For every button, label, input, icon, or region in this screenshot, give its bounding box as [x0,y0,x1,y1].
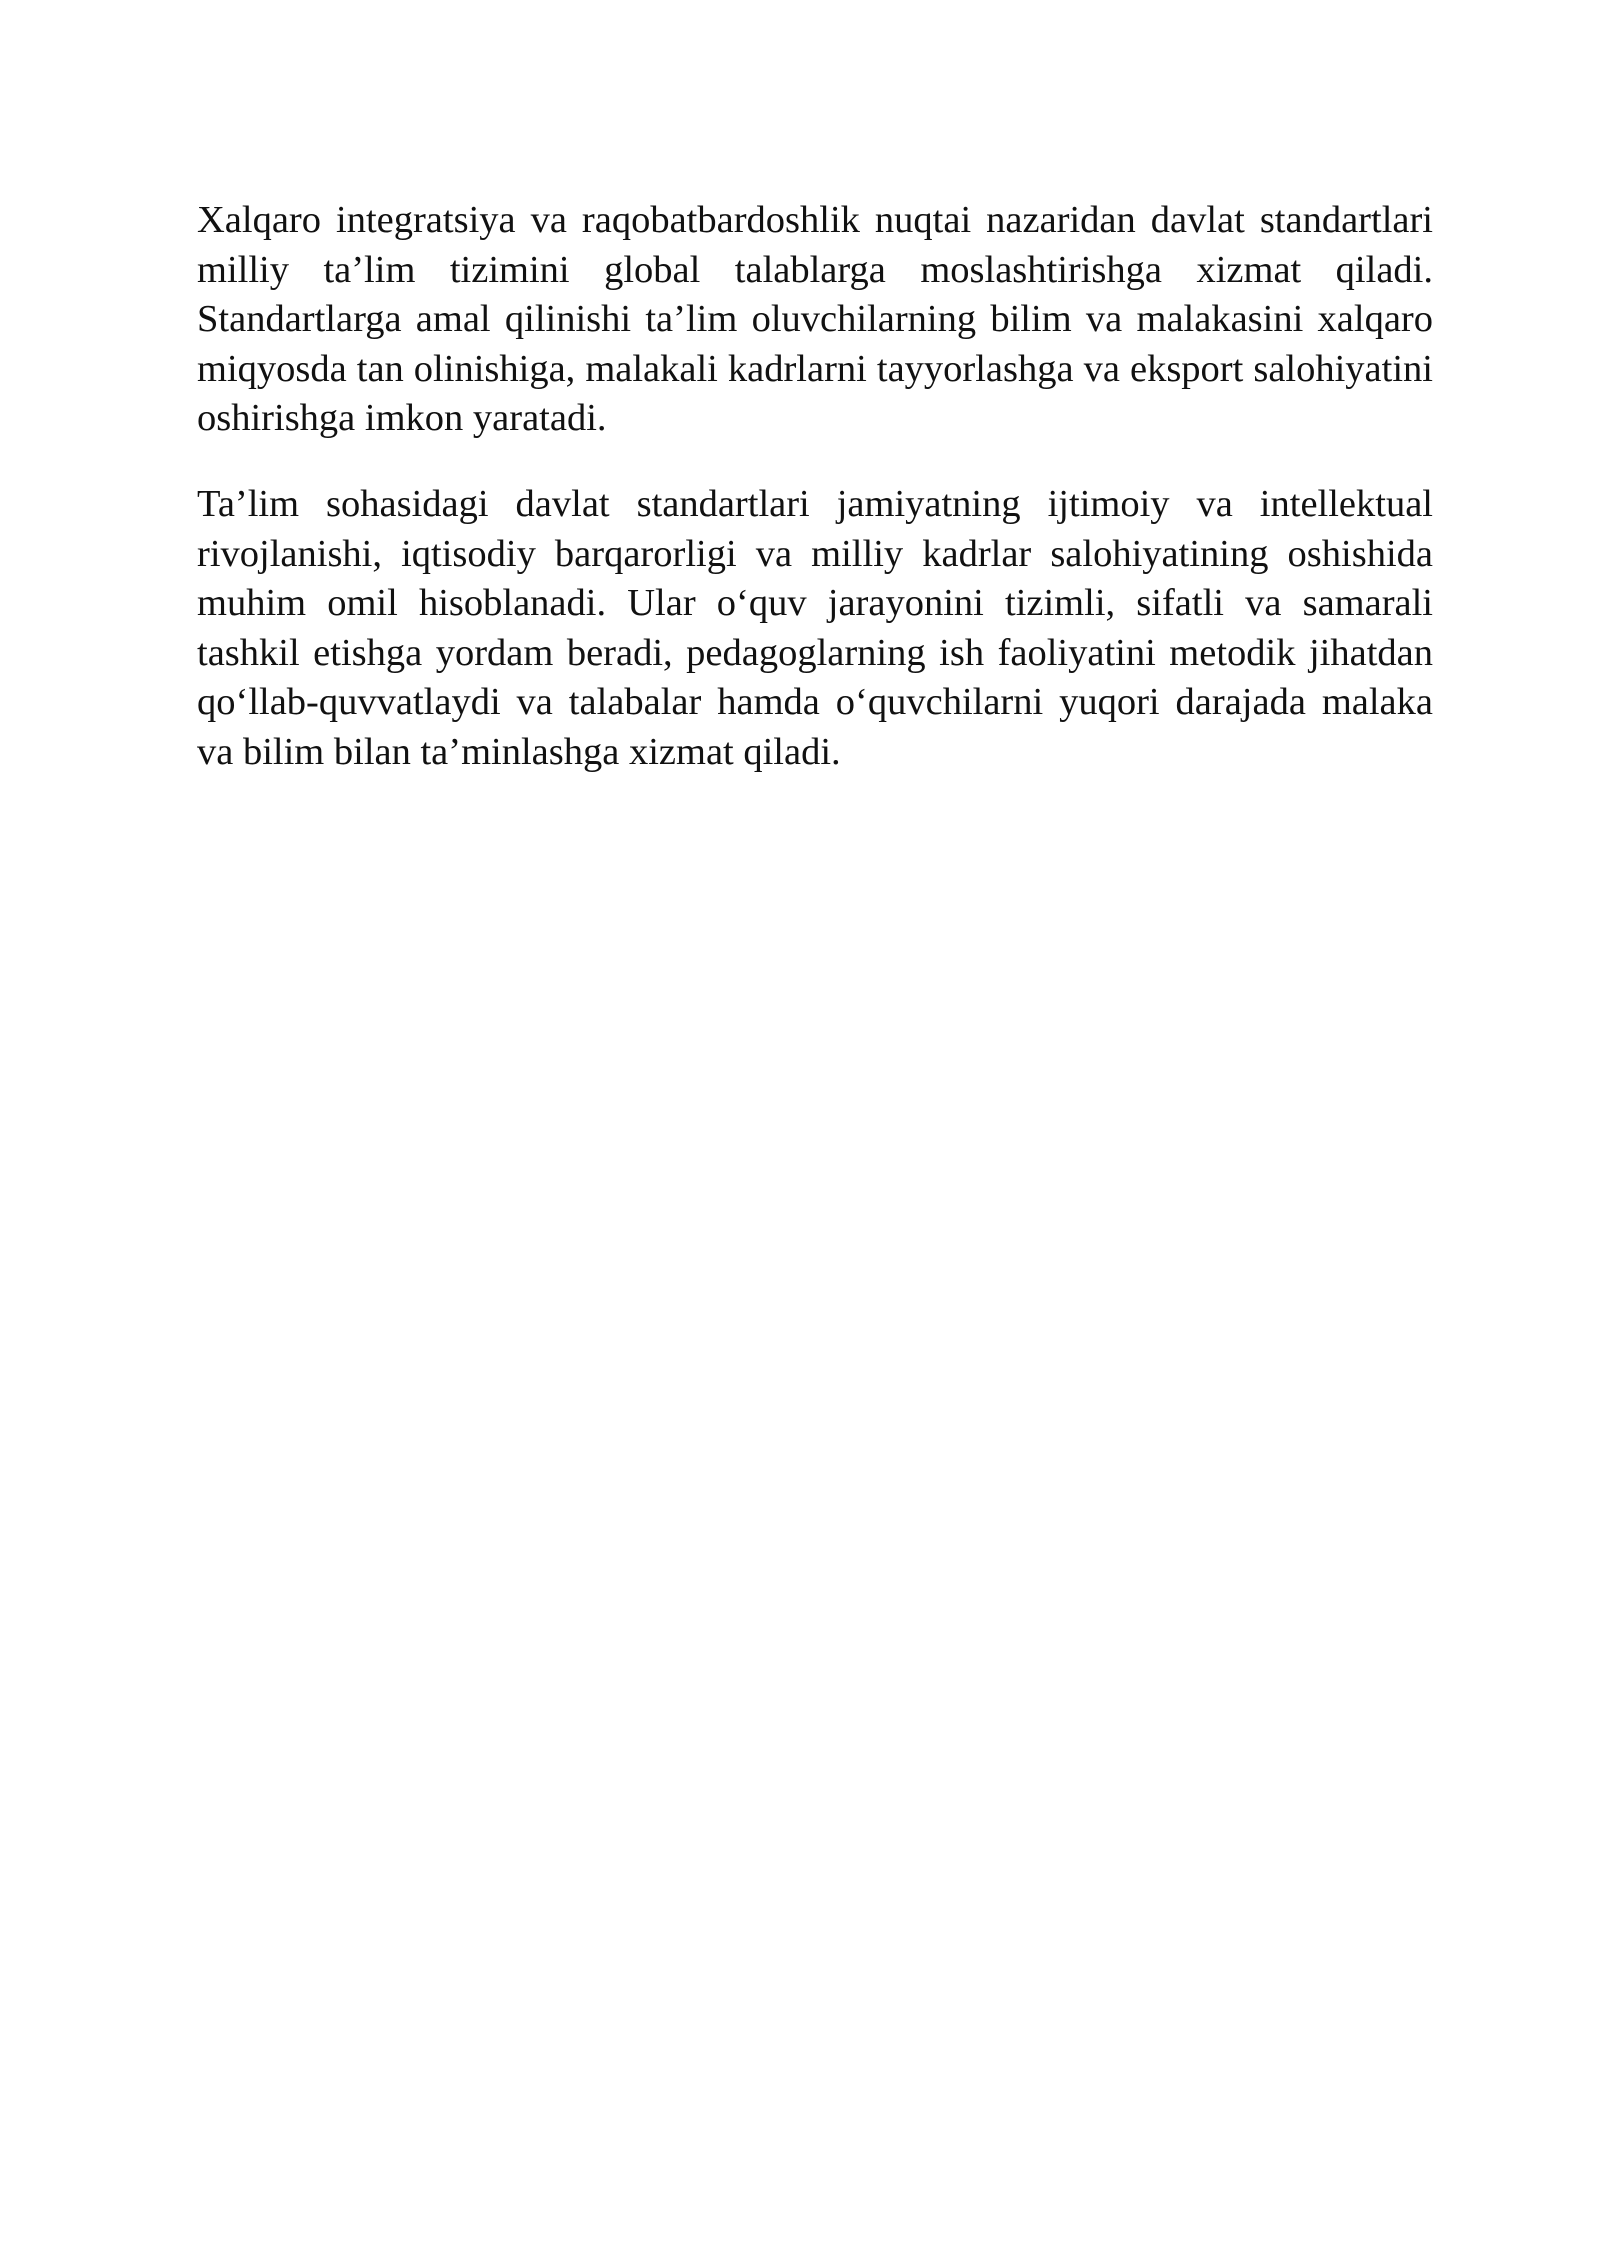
paragraph-international-integration: Xalqaro integratsiya va raqobatbardoshlik nuqtai nazaridan davlat standartlari milliy ta’lim tizimini global talablarga moslashtirishga xizmat qiladi. Standartlarga amal qilinishi ta’lim oluvchilarning bilim va malakasini xalqaro miqyosda tan olinishiga, malakali kadrlarni tayyorlashga va eksport salohiyatini oshirishga imkon yaratadi. [197,199,1433,440]
document-body [197,196,1433,778]
paragraph-education-standards: Ta’lim sohasidagi davlat standartlari jamiyatning ijtimoiy va intellektual rivojlanishi, iqtisodiy barqarorligi va milliy kadrlar salohiyatining oshishida muhim omil hisoblanadi. Ular o‘quv jarayonini tizimli, sifatli va samarali tashkil etishga yordam beradi, pedagoglarning ish faoliyatini metodik jihatdan qo‘llab-quvvatlaydi va talabalar hamda o‘quvchilarni yuqori darajada malaka va bilim bilan ta’minlashga xizmat qiladi. [197,482,1433,773]
